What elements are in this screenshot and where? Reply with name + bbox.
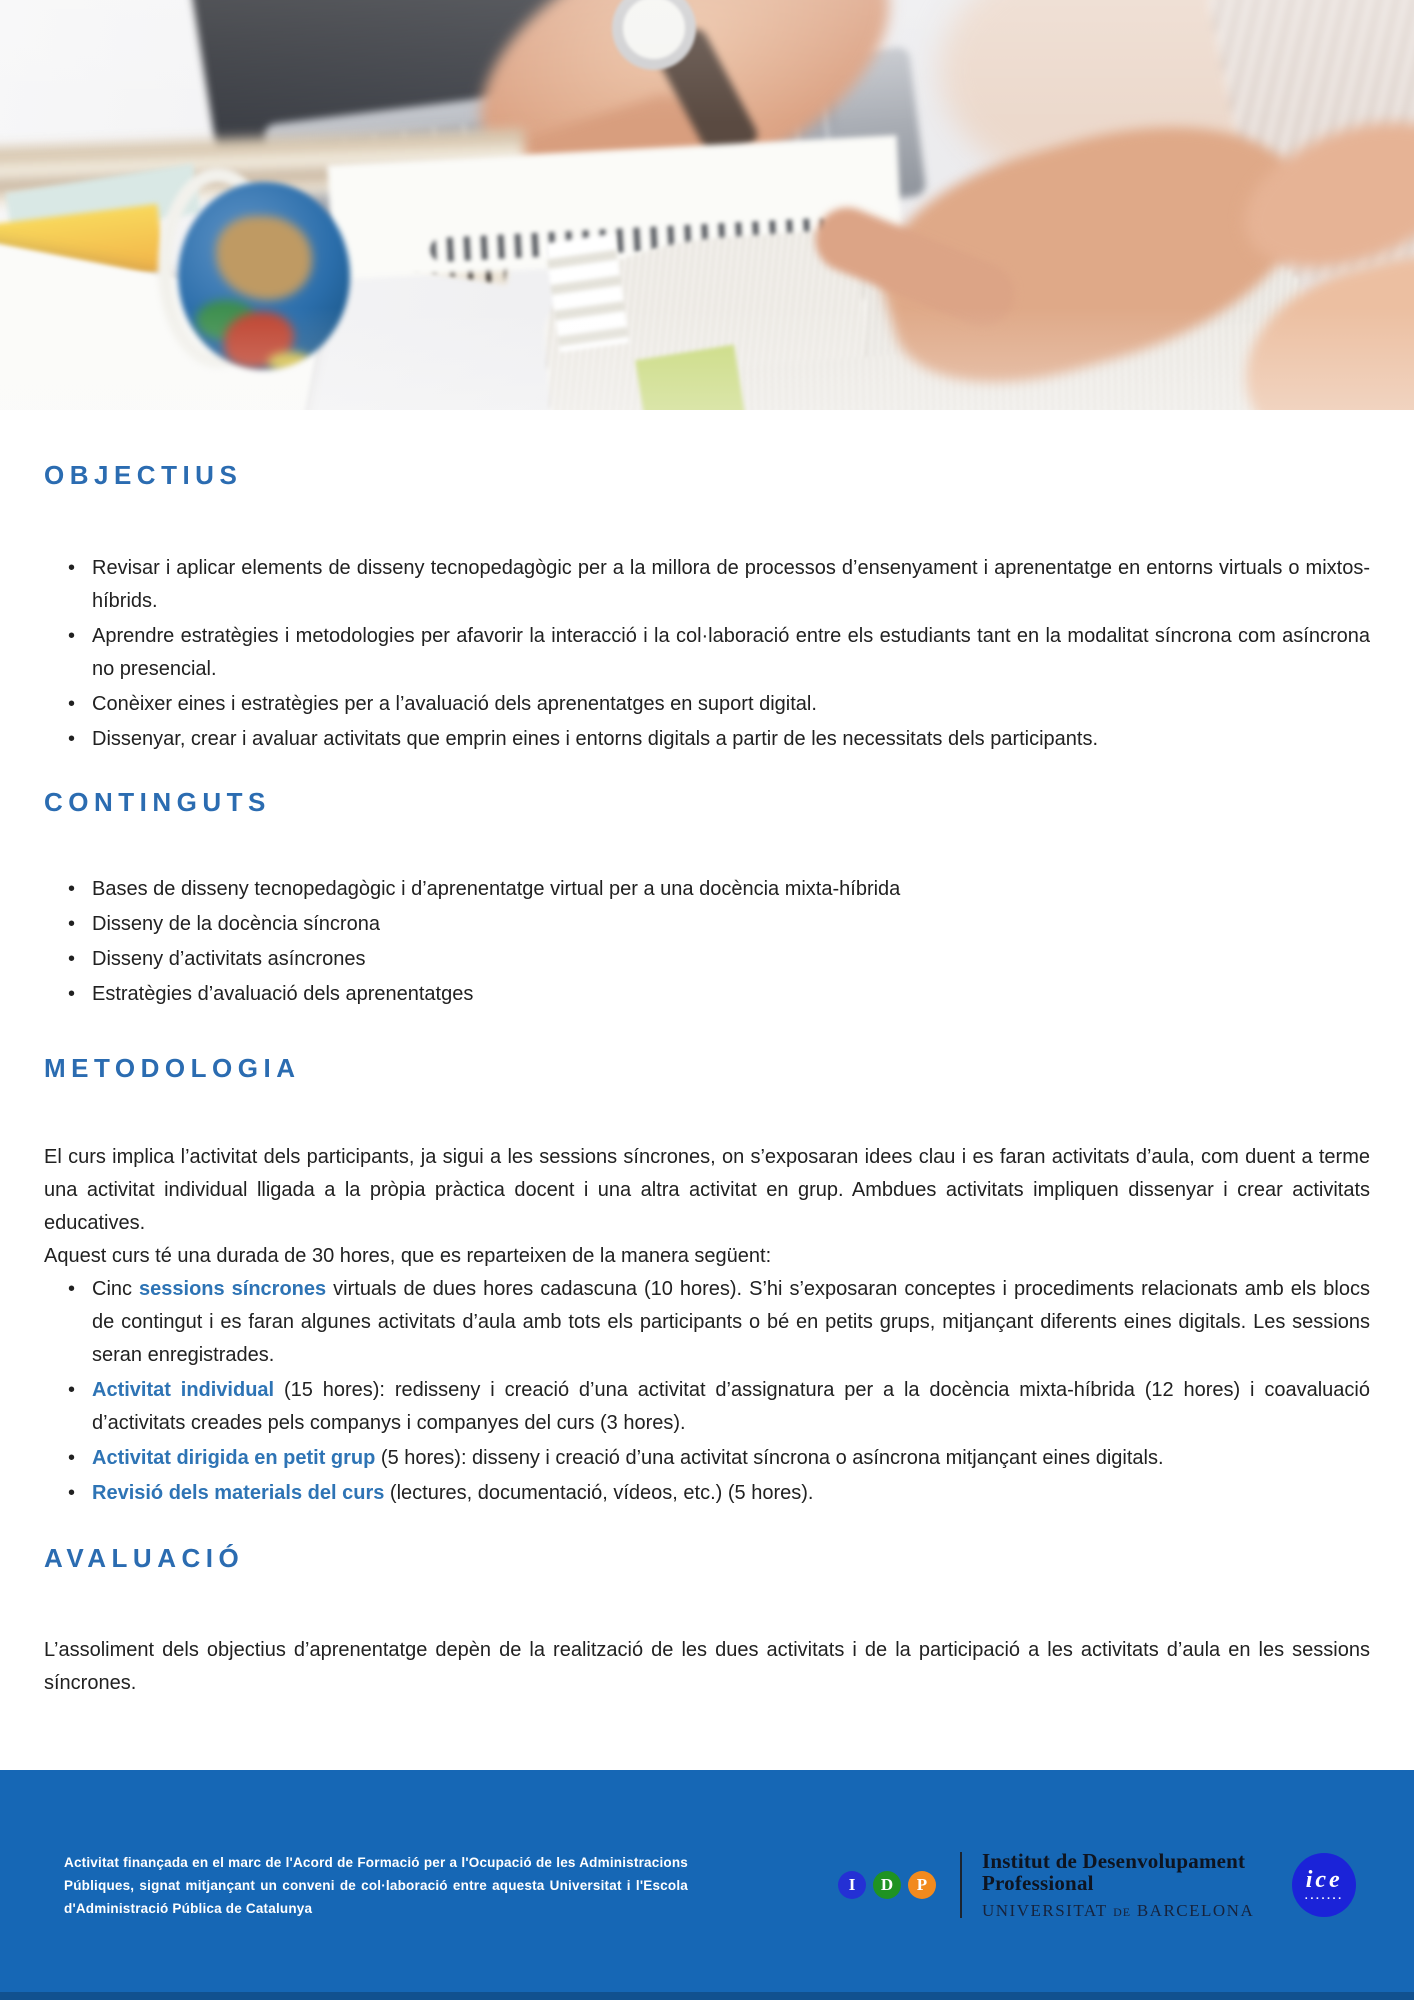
- section-title-objectius: OBJECTIUS: [44, 460, 243, 490]
- metodologia-paragraph-1: El curs implica l’activitat dels participants, ja sigui a les sessions síncrones, on s’exposaran idees clau i es faran activitats d’aula, com duent a terme una activitat individual lligada a la pròpia pràctica docent i una altra activitat en grup. Ambdues activitats impliquen dissenyar i crear activitats educatives.: [44, 1146, 1370, 1234]
- list-item: • Dissenyar, crear i avaluar activitats que emprin eines i entorns digitals a partir de les necessitats dels participants.: [44, 723, 1370, 756]
- list-item: [44, 1442, 1370, 1475]
- ice-logo-dots: .......: [1304, 1890, 1344, 1902]
- footer-logos: [838, 1850, 1356, 1921]
- idp-letter-d-icon: D: [873, 1871, 901, 1899]
- university-name: [982, 1901, 1254, 1921]
- bullet-strong-text: Activitat dirigida en petit grup: [92, 1447, 376, 1469]
- bullet-post-text: (15 hores): redisseny i creació d’una activitat d’assignatura per a la docència mixta-híbrida (12 hores) i coavaluació d’activitats creades pels companys i companyes del curs (3 hores).: [92, 1379, 1370, 1434]
- objectius-list: [44, 552, 1370, 756]
- section-title-avaluacio: AVALUACIÓ: [44, 1543, 245, 1573]
- metodologia-paragraph-2: Aquest curs té una durada de 30 hores, que es reparteixen de la manera següent:: [44, 1245, 772, 1267]
- bullet-strong-text: Revisió dels materials del curs: [92, 1482, 385, 1504]
- ice-logo: [1292, 1853, 1356, 1917]
- section-title-metodologia: METODOLOGIA: [44, 1053, 301, 1083]
- continguts-list: [44, 873, 1370, 1011]
- list-item: [44, 1273, 1370, 1372]
- university-word: UNIVERSITAT: [982, 1900, 1108, 1920]
- list-item: • Conèixer eines i estratègies per a l’avaluació dels aprenentatges en suport digital.: [44, 688, 1370, 721]
- bullet-post-text: virtuals de dues hores cadascuna (10 hores). S’hi s’exposaran conceptes i procediments relacionats amb els blocs de contingut i es faran algunes activitats d’aula amb tots els participants o bé en petits grups, mitjançant diferents eines digitals. Les sessions seran enregistrades.: [92, 1278, 1370, 1366]
- bullet-pre-text: Cinc: [92, 1278, 140, 1300]
- section-title-continguts: CONTINGUTS: [44, 787, 271, 817]
- list-item: • Disseny de la docència síncrona: [44, 908, 1370, 941]
- hero-photo: [0, 0, 1414, 410]
- bullet-strong-text: Activitat individual: [92, 1379, 275, 1401]
- bullet-strong-text: sessions síncrones: [139, 1278, 327, 1300]
- list-item: [44, 1374, 1370, 1440]
- ice-logo-text: ice: [1305, 1867, 1343, 1893]
- metodologia-list: [44, 1273, 1370, 1510]
- avaluacio-paragraph: L’assoliment dels objectius d’aprenentatge depèn de la realització de les dues activitats i de la participació a les activitats d’aula en les sessions síncrones.: [44, 1639, 1370, 1694]
- institute-name-line1: Institut de Desenvolupament: [982, 1848, 1246, 1873]
- funding-statement: Activitat finançada en el marc de l'Acord de Formació per a l'Ocupació de les Administracions Públiques, signat mitjançant un conveni de col·laboració entre aquesta Universitat i l'Escola d'Administració Pública de Catalunya: [64, 1854, 688, 1916]
- university-word: BARCELONA: [1136, 1900, 1255, 1920]
- list-item: [44, 1477, 1370, 1510]
- idp-letter-i-icon: I: [838, 1871, 866, 1899]
- bullet-post-text: (5 hores): disseny i creació d’una activitat síncrona o asíncrona mitjançant eines digitals.: [375, 1447, 1164, 1469]
- logo-divider: [960, 1852, 962, 1918]
- list-item: • Bases de disseny tecnopedagògic i d’aprenentatge virtual per a una docència mixta-híbrida: [44, 873, 1370, 906]
- institute-wordmark: [982, 1850, 1254, 1921]
- page-footer: [0, 1770, 1414, 2000]
- list-item: • Aprendre estratègies i metodologies per afavorir la interacció i la col·laboració entre els estudiants tant en la modalitat síncrona com asíncrona no presencial.: [44, 620, 1370, 686]
- institute-name-line2: Professional: [982, 1870, 1094, 1895]
- page-content: [0, 460, 1414, 1700]
- bullet-post-text: (lectures, documentació, vídeos, etc.) (5 hores).: [384, 1482, 814, 1504]
- list-item: • Estratègies d’avaluació dels aprenentatges: [44, 978, 1370, 1011]
- university-word-de: DE: [1113, 1904, 1132, 1919]
- list-item: • Revisar i aplicar elements de disseny tecnopedagògic per a la millora de processos d’ensenyament i aprenentatge en entorns virtuals o mixtos-híbrids.: [44, 552, 1370, 618]
- idp-letter-p-icon: P: [908, 1871, 936, 1899]
- idp-logo: [838, 1871, 936, 1899]
- photo-vignette: [0, 0, 1414, 410]
- list-item: • Disseny d’activitats asíncrones: [44, 943, 1370, 976]
